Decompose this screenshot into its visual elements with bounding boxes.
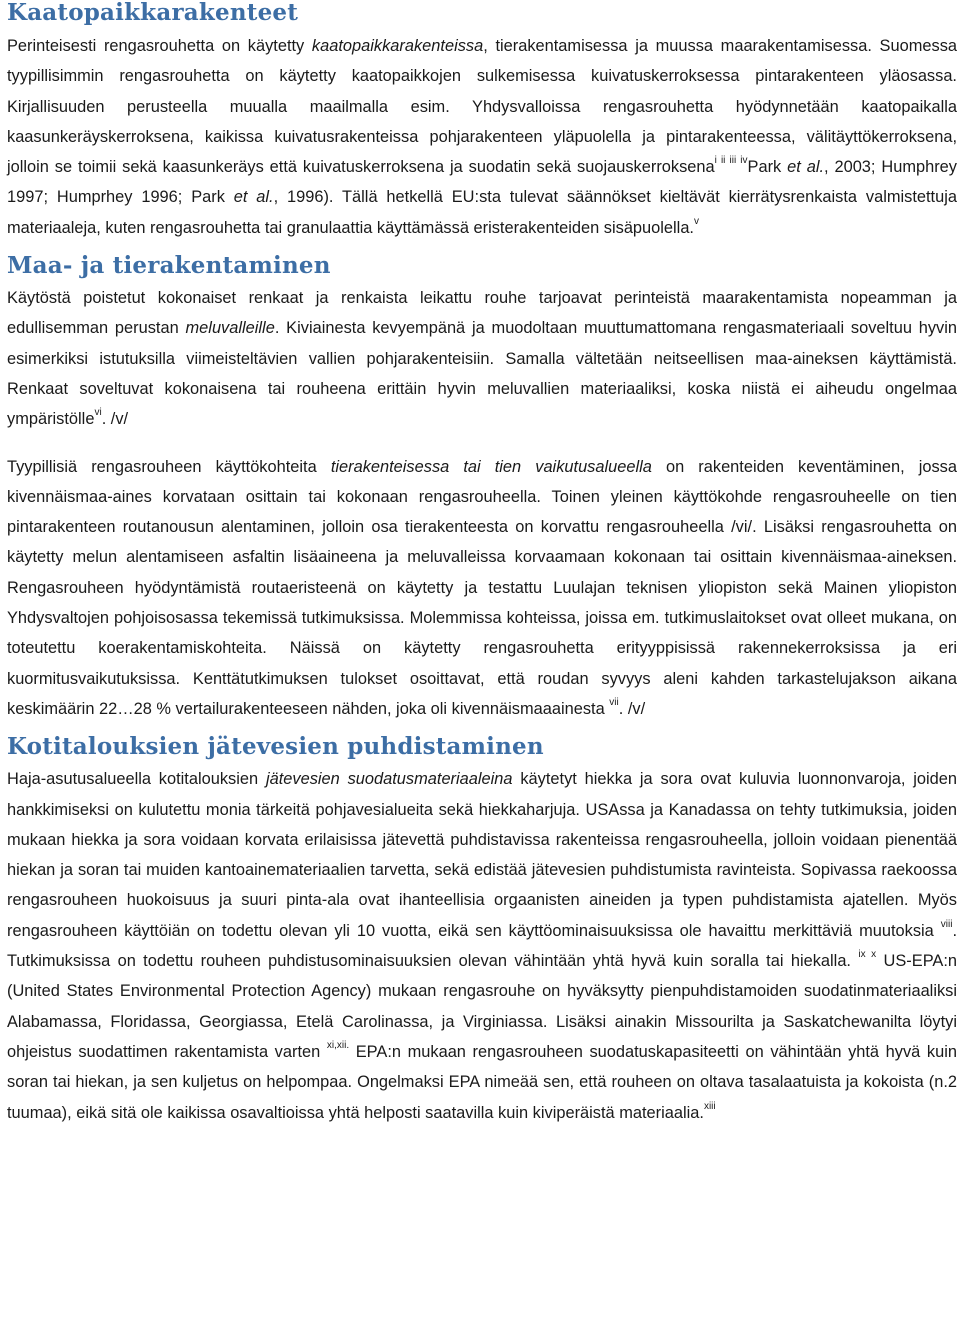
text-run: US-EPA:n (United States Environmental Protection Agency) mukaan rengasrouhe on hyväksytty pienpuhdistamoiden suodatinmateriaaliksi Alabamassa, Floridassa, Georgiassa, Etelä Carolinassa, ja Virginiassa. Lisäksi ainakin Missourilta ja Saskatchewanilta löytyi ohjeistus suodattimen rakentamista varten bbox=[7, 952, 958, 1061]
paragraph bbox=[7, 31, 957, 243]
footnote-ref: v bbox=[694, 215, 699, 227]
paragraph bbox=[7, 764, 957, 1128]
section-heading: Maa- ja tierakentaminen bbox=[7, 252, 331, 280]
text-run: , 1996). Tällä hetkellä EU:sta tulevat säännökset kieltävät kierrätysrenkaista valmistettuja materiaaleja, kuten rengasrouhetta tai granulaattia käyttämässä eristerakenteiden sisäpuolella. bbox=[7, 188, 957, 237]
footnote-ref: vii bbox=[609, 696, 619, 708]
text-run: . Kiviainesta kevyempänä ja muodoltaan muuttumattomana rengasmateriaali soveltuu hyvin esimerkiksi istutuksilla viimeisteltävien vallien pohjarakenteisiin. Samalla vältetään neitseellisen maa-aineksen käyttämistä. Renkaat soveltuvat kokonaisena tai rouheena erittäin hyvin meluvallien materiaaliksi, koska niistä ei aiheudu ongelmaa ympäristölle bbox=[7, 319, 958, 429]
text-run: Tyypillisiä rengasrouheen käyttökohteita bbox=[7, 457, 331, 476]
section-kaatopaikkarakenteet bbox=[7, 0, 957, 243]
text-run: . Tutkimuksissa on todettu rouheen puhdistusominaisuuksien olevan vähintään yhtä hyvä kuin soralla tai hiekalla. bbox=[7, 921, 957, 971]
text-run: . /v/ bbox=[101, 410, 129, 429]
footnote-ref: ix x bbox=[858, 949, 877, 961]
section-kotitalouksien-jatevesien-puhdistaminen bbox=[7, 732, 957, 1128]
emphasis: jätevesien suodatusmateriaaleina bbox=[265, 770, 513, 789]
footnote-ref: xi,xii. bbox=[326, 1039, 350, 1051]
text-run: Park bbox=[747, 158, 788, 177]
text-run: . /v/ bbox=[618, 699, 646, 718]
text-run: Haja-asutusalueella kotitalouksien bbox=[7, 770, 266, 789]
footnote-ref: i ii iii iv bbox=[714, 155, 748, 167]
emphasis: kaatopaikkarakenteissa bbox=[311, 37, 484, 55]
document-page bbox=[7, 0, 957, 1128]
text-run: Perinteisesti rengasrouhetta on käytetty bbox=[7, 37, 312, 55]
text-run: , tierakentamisessa ja muussa maarakentamisessa. Suomessa tyypillisimmin rengasrouhetta on käytetty kaatopaikkojen sulkemisessa kuivatuskerroksessa pintarakenteen yläosassa. Kirjallisuuden perusteella muualla maailmalla esim. Yhdysvalloissa rengasrouhetta hyödynnetään kaatopaikalla kaasunkeräyskerroksena, kaikissa kuivatusrakenteissa pohjarakenteen yläpuolella ja pintarakenteessa, välitäyttökerroksena, jolloin se toimii sekä kaasunkeräys että kuivatuskerroksena ja suodatin sekä suojauskerroksena bbox=[7, 37, 957, 177]
emphasis: et al. bbox=[787, 158, 825, 177]
text-run: Käytöstä poistetut kokonaiset renkaat ja renkaista leikattu rouhe tarjoavat perinteistä maarakentamista nopeamman ja edullisemman perustan bbox=[7, 289, 957, 338]
paragraph bbox=[7, 452, 957, 725]
text-run: , 2003; Humphrey 1997; Humprhey 1996; Park bbox=[7, 158, 957, 207]
footnote-ref: vi bbox=[94, 407, 102, 419]
emphasis: et al. bbox=[233, 188, 274, 207]
text-run: EPA:n mukaan rengasrouheen suodatuskapasiteetti on vähintään yhtä hyvä kuin soran tai hiekan, ja sen kuljetus on helpompaa. Ongelmaksi EPA nimeää sen, että rouheen on oltava tasalaatuista ja kokoista (n.2 tuumaa), eikä sitä ole kaikissa osavaltioissa yhtä helposti saatavilla kuin kiviperäistä materiaalia. bbox=[7, 1042, 957, 1122]
text-run: käytetyt hiekka ja sora ovat kuluvia luonnonvaroja, joiden hankkimiseksi on kulutettu monia tärkeitä pohjavesialueita sekä hiekkaharjuja. USAssa ja Kanadassa on tehty tutkimuksia, joiden mukaan hiekka ja sora voidaan korvata erilaisissa jätevettä puhdistavissa rakenteissa rengasrouheella, jolloin voidaan pienentää hiekan ja soran tai muiden kantoainemateriaalien tarvetta, sekä edistää jätevesien puhdistumista ravinteista. Sopivassa raekoossa rengasrouheen huokoisuus ja suuri pinta-ala ovat ihanteellisia orgaanisten aineiden ja typen puhdistamista ajatellen. Myös rengasrouheen käyttöiän on todettu olevan yli 10 vuotta, eikä sen käyttöominaisuuksissa ole havaittu merkittäviä muutoksia bbox=[7, 770, 957, 940]
section-heading: Kotitalouksien jätevesien puhdistaminen bbox=[7, 733, 544, 761]
footnote-ref: xiii bbox=[703, 1100, 716, 1112]
text-run: on rakenteiden keventäminen, jossa kivennäismaa-aines korvataan osittain tai kokonaan rengasrouheella. Toinen yleinen käyttökohde rengasrouheelle on tien pintarakenteen routanousun alentaminen, jolloin osa tierakenteesta on korvattu rengasrouheella /vi/. Lisäksi rengasrouhetta on käytetty melun alentamiseen asfaltin lisäaineena ja meluvalleissa korvaamaan kokonaan tai osittain kivennäismaa-aineksen. Rengasrouheen hyödyntämistä routaeristeenä on käytetty ja testattu Luulajan teknisen yliopiston sekä Mainen yliopiston Yhdysvaltojen pohjoisosassa tekemissä tutkimuksissa. Molemmissa kohteissa, joissa em. tutkimuslaitokset ovat olleet mukana, on toteutettu koerakentamiskohteita. Näissä on käytetty rengasrouhetta erityyppisissä rakennekerroksissa ja eri kuormitusvaikutuksissa. Kenttätutkimuksen tulokset osoittavat, että roudan syvyys aleni kahden tarkastelujakson aikana keskimäärin 22…28 % vertailurakenteeseen nähden, joka oli kivennäismaaainesta bbox=[7, 457, 957, 718]
section-maa-ja-tierakentaminen bbox=[7, 251, 957, 724]
emphasis: tierakenteisessa tai tien vaikutusalueella bbox=[330, 457, 652, 476]
footnote-ref: viii bbox=[940, 918, 953, 930]
paragraph bbox=[7, 283, 957, 434]
section-heading: Kaatopaikkarakenteet bbox=[7, 0, 299, 26]
emphasis: meluvalleille bbox=[185, 319, 275, 338]
